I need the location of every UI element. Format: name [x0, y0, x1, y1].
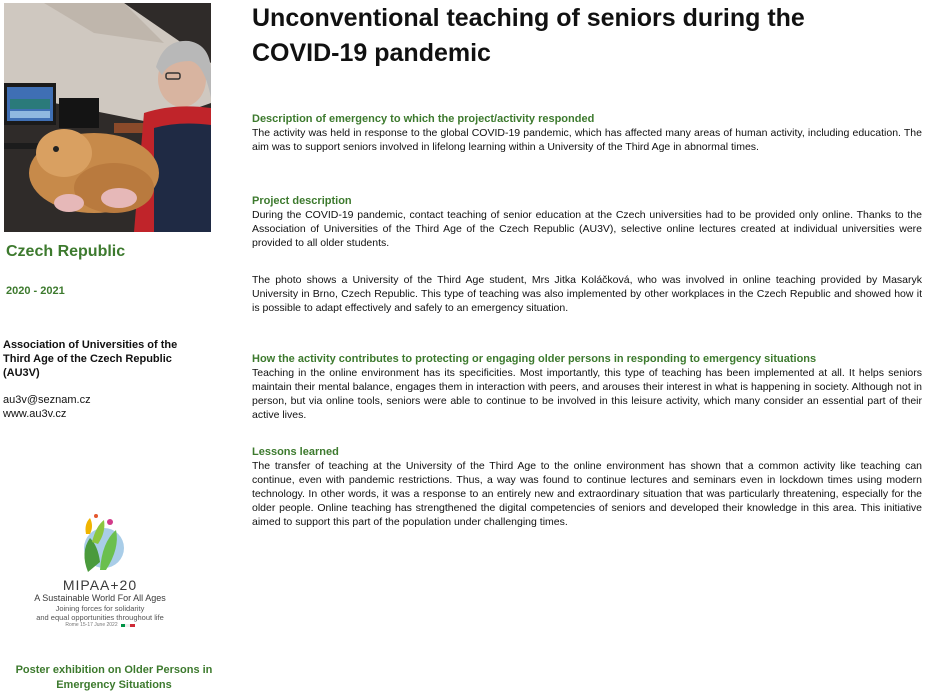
exhibition-footer: Poster exhibition on Older Persons in Emergency Situations — [15, 664, 213, 691]
years-label: 2020 - 2021 — [6, 285, 65, 297]
section-heading: Lessons learned — [252, 446, 339, 458]
logo-date: Rome 15-17 June 2022 — [65, 622, 118, 628]
section-contribution — [252, 352, 922, 422]
section-body: The activity was held in response to the global COVID-19 pandemic, which has affected many areas of human activity, including education. The aim was to support seniors involved in lifelong learning within a University of the Third Age in abnormal times. — [252, 127, 922, 153]
italian-flag-icon — [121, 624, 135, 627]
section-photo-caption — [252, 273, 922, 315]
section-project — [252, 194, 922, 250]
mipaa-logo — [20, 512, 180, 642]
website-link[interactable]: www.au3v.cz — [3, 408, 67, 420]
section-body: Teaching in the online environment has its specificities. Most importantly, this type of teaching has been implemented at all. It helps seniors maintain their mental balance, engages them in interaction with peers, and arouses their interest in what is happening in society. Although not in person, but via online tools, seniors were able to continue to be involved in this leisure activity, which many consider an essential part of their active lives. — [252, 367, 922, 421]
section-lessons — [252, 445, 922, 529]
project-photo — [4, 3, 211, 232]
logo-brand: MIPAA+20 — [62, 577, 138, 593]
email-link[interactable]: au3v@seznam.cz — [3, 394, 91, 406]
section-body: The transfer of teaching at the University of the Third Age to the online environment has shown that a common activity like teaching can continue, even with pandemic restrictions. Thus, a way was found to continue lectures and seminars even in lockdown times using modern technology. In other words, it was a response to an entirely new and extraordinary situation that was particularly threatening, especially for the older people. Online teaching has strengthened the digital competencies of seniors and developed their knowledge in this area. This initiative aimed to support this part of the population under challenging times. — [252, 460, 922, 528]
section-heading: Description of emergency to which the project/activity responded — [252, 113, 595, 125]
section-heading: How the activity contributes to protecting or engaging older persons in responding to emergency situations — [252, 353, 817, 365]
organization-name: Association of Universities of the Third Age of the Czech Republic (AU3V) — [3, 339, 178, 379]
contact-block — [3, 393, 91, 421]
leaf-hand-icon — [70, 512, 130, 576]
logo-subtagline-2: and equal opportunities throughout life — [36, 613, 164, 622]
page-title: Unconventional teaching of seniors during the COVID-19 pandemic — [252, 4, 805, 67]
section-body: The photo shows a University of the Third Age student, Mrs Jitka Koláčková, who was involved in online teaching provided by Masaryk University in Brno, Czech Republic. This type of teaching was also implemented by other workplaces in the Czech Republic and showed how it is possible to adapt effectively and safely to an emergency situation. — [252, 274, 922, 314]
section-emergency — [252, 112, 922, 154]
logo-date-row — [20, 622, 180, 629]
photo-illustration — [4, 3, 211, 232]
country-label: Czech Republic — [6, 243, 126, 260]
section-body: During the COVID-19 pandemic, contact teaching of senior education at the Czech universities had to be provided only online. Thanks to the Association of Universities of the Third Age of the Czech Republic (AU3V), selective online lectures created at individual universities were provided to all older students. — [252, 209, 922, 249]
logo-tagline: A Sustainable World For All Ages — [34, 593, 166, 603]
logo-subtagline-1: Joining forces for solidarity — [55, 604, 145, 613]
section-heading: Project description — [252, 195, 352, 207]
